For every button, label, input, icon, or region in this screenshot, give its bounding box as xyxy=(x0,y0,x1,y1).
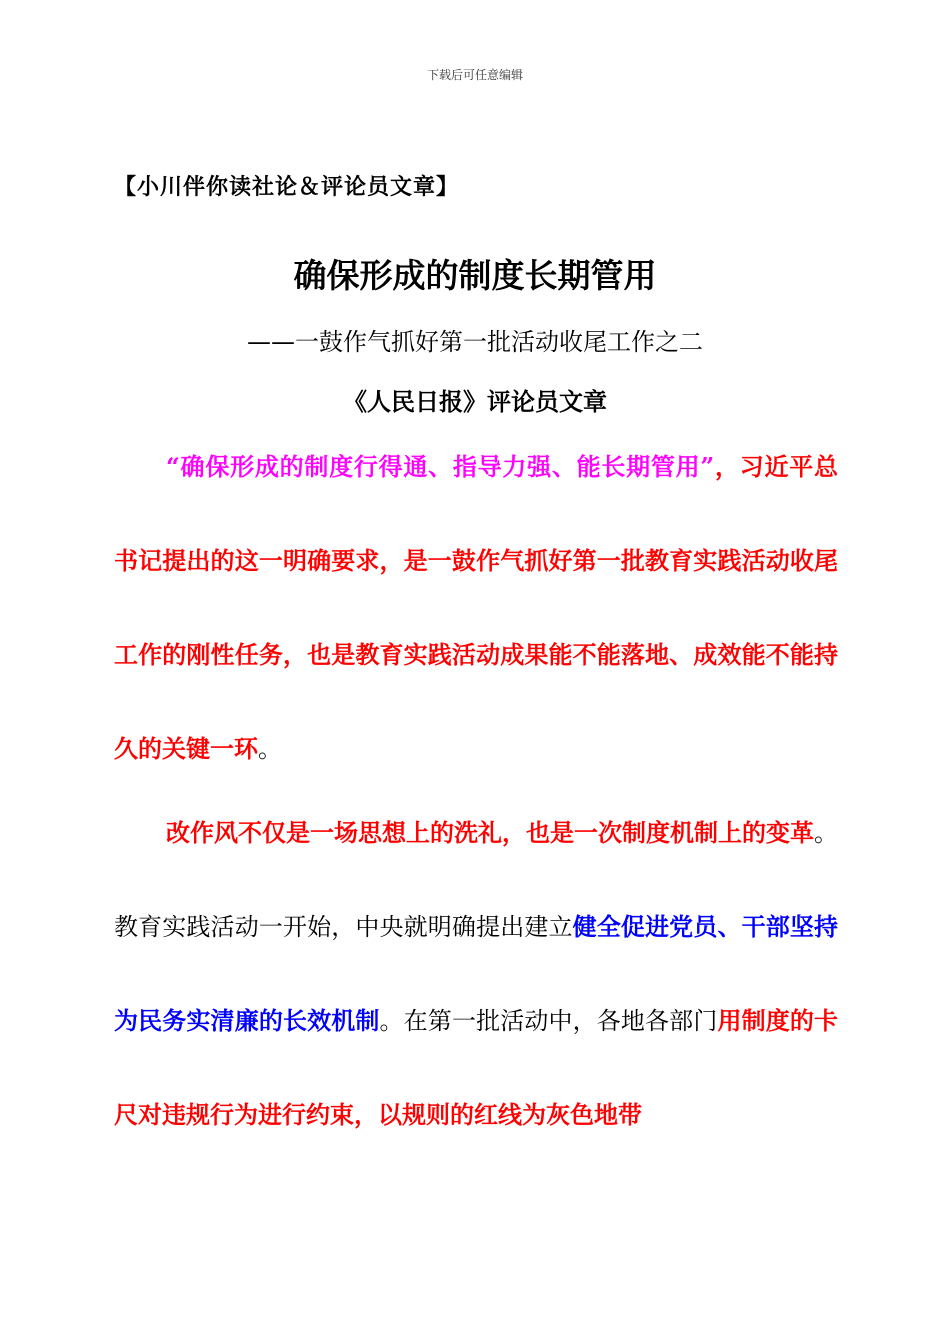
article-byline: 《人民日报》评论员文章 xyxy=(343,387,607,416)
paragraph-2-emphasis-2: 用制度的卡尺对违规行为进行约束，以规则的红线为灰色地带 xyxy=(114,1006,839,1129)
paragraph-2 xyxy=(114,786,838,1162)
article-title: 确保形成的制度长期管用 xyxy=(293,256,657,295)
quote-comma: ， xyxy=(714,452,740,481)
paragraph-2-text-2: 。在第一批活动中，各地各部门 xyxy=(379,1007,718,1035)
paragraph-1 xyxy=(114,420,838,796)
quote-text: “确保形成的制度行得通、指导力强、能长期管用” xyxy=(166,452,715,481)
paragraph-1-emphasis: 习近平总书记提出的这一明确要求，是一鼓作气抓好第一批教育实践活动收尾工作的刚性任务，也是教育实践活动成果能不能落地、成效能不能持久的关键一环 xyxy=(114,452,839,763)
article-subtitle: ——一鼓作气抓好第一批活动收尾工作之二 xyxy=(247,328,703,356)
header-note: 下载后可任意编辑 xyxy=(426,68,523,82)
paragraph-2-text-1: 。教育实践活动一开始，中央就明确提出建立 xyxy=(114,819,838,941)
paragraph-2-emphasis-1: 改作风不仅是一场思想上的洗礼，也是一次制度机制上的变革 xyxy=(166,818,814,847)
column-label: 【小川伴你读社论＆评论员文章】 xyxy=(114,174,460,200)
paragraph-2-highlight: 健全促进党员、干部坚持为民务实清廉的长效机制 xyxy=(114,912,839,1035)
paragraph-1-end: 。 xyxy=(258,735,282,763)
